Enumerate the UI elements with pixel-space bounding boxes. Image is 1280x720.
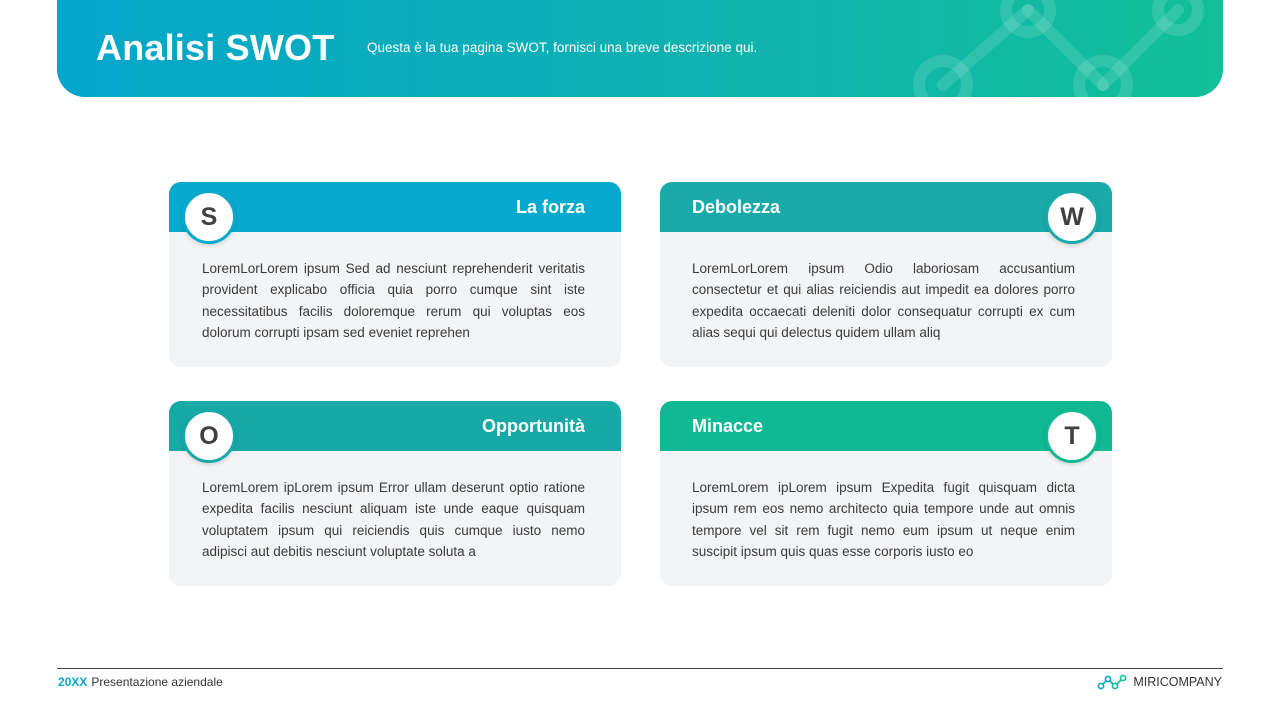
- card-title: Opportunità: [482, 416, 585, 436]
- slide-header: [57, 0, 1223, 97]
- footer-divider: [57, 668, 1223, 669]
- letter-badge-o: O: [182, 409, 236, 463]
- card-title: Minacce: [692, 416, 764, 436]
- footer-label: Presentazione aziendale: [91, 675, 223, 689]
- card-text: LoremLorem ipLorem ipsum Expedita fugit quisquam dicta ipsum rem eos nemo architecto quia tempore unde aut omnis tempore vel sit rem fugit nemo eum ipsum ut neque enim suscipit ipsum quis quas esse corporis iusto eo: [692, 480, 1075, 559]
- swot-card-weakness: [660, 182, 1112, 367]
- card-title: La forza: [515, 197, 585, 217]
- swot-card-strength: [169, 182, 621, 367]
- footer-year: 20XX: [58, 675, 88, 689]
- card-text: LoremLorLorem ipsum Sed ad nesciunt reprehenderit veritatis provident explicabo officia quia porro cumque sint iste necessitatibus facilis doloremque rerum qui voluptas eos dolorum corrupti ipsam sed eveniet reprehen: [202, 261, 585, 340]
- swot-card-threat: [660, 401, 1112, 586]
- card-text: LoremLorem ipLorem ipsum Error ullam deserunt optio ratione expedita facilis nesciunt aliquam iste unde eaque quisquam voluptatem ipsum qui reiciendis quis cumque iusto nemo adipisci aut debitis nesciunt voluptate soluta a: [202, 480, 585, 559]
- molecule-decoration-icon: [903, 0, 1223, 97]
- page-title: Analisi SWOT: [96, 27, 335, 68]
- letter-badge-t: T: [1045, 409, 1099, 463]
- letter-badge-s: S: [182, 190, 236, 244]
- card-title: Debolezza: [692, 197, 781, 217]
- footer-brand: [1097, 674, 1222, 690]
- card-text: LoremLorLorem ipsum Odio laboriosam accusantium consectetur et qui alias reiciendis aut impedit ea dolores porro expedita occaecati deleniti dolor consequatur corrupti ex cum alias sequi qui delectus quidem ullam aliq: [692, 261, 1075, 340]
- letter-badge-w: W: [1045, 190, 1099, 244]
- page-subtitle: Questa è la tua pagina SWOT, fornisci una breve descrizione qui.: [367, 40, 758, 55]
- molecule-logo-icon: [1097, 674, 1127, 690]
- footer-info: [58, 675, 223, 689]
- swot-card-opportunity: [169, 401, 621, 586]
- company-name: MIRICOMPANY: [1133, 675, 1222, 689]
